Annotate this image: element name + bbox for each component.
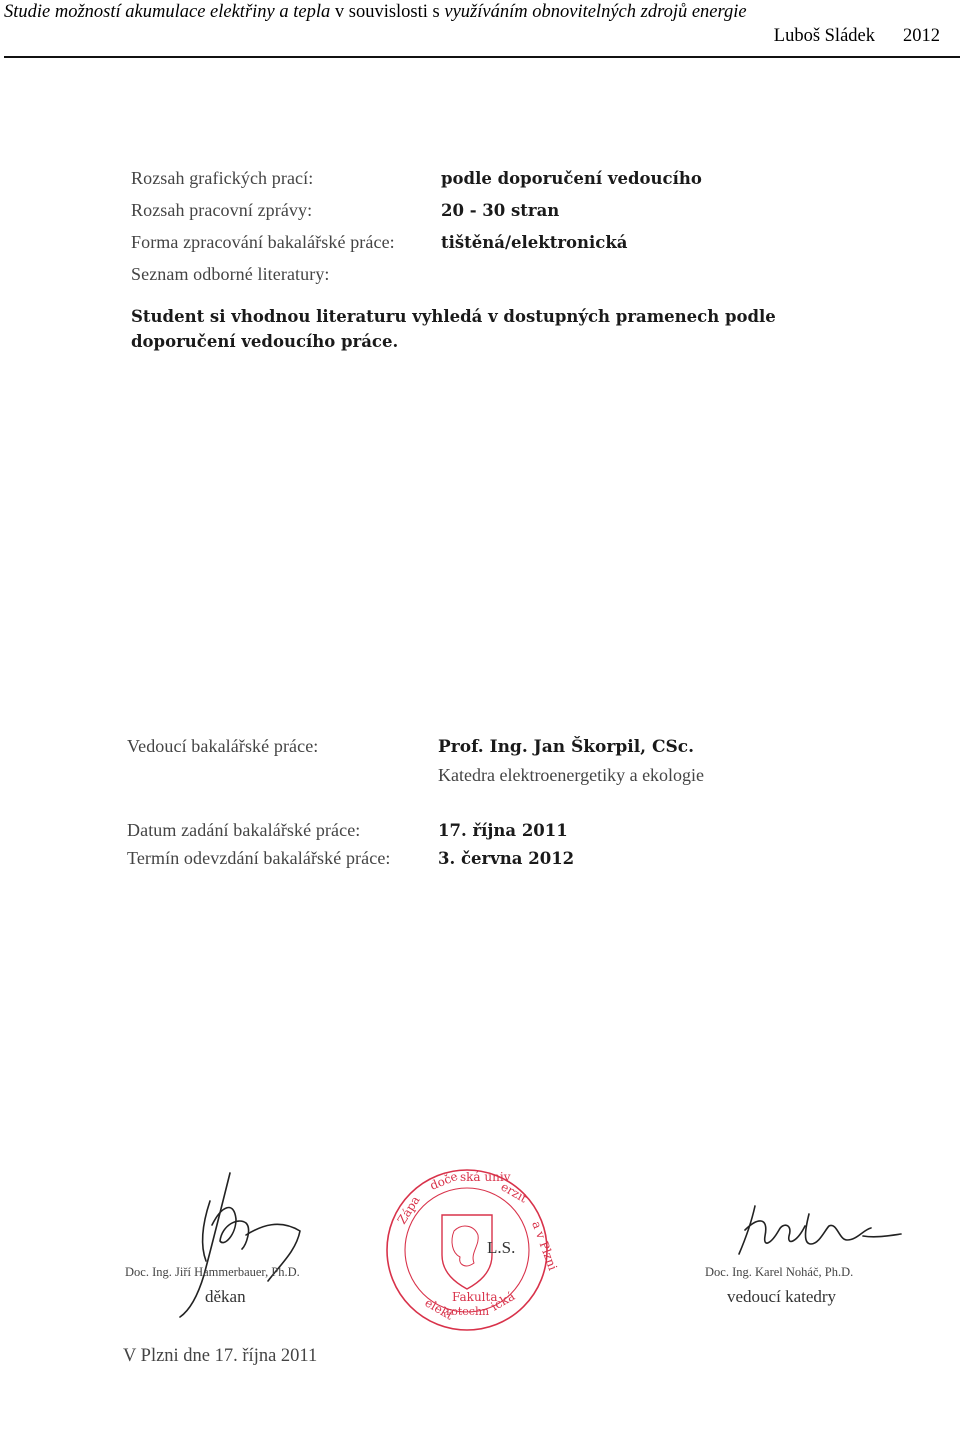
report-scope-label: Rozsah pracovní zprávy:	[131, 200, 313, 220]
running-header-title: Studie možností akumulace elektřiny a tepla v souvislosti s využíváním obnovitelných zdrojů energie	[4, 2, 747, 22]
supervisor-label: Vedoucí bakalářské práce:	[127, 736, 319, 756]
graphics-scope-value: podle doporučení vedoucího	[441, 169, 702, 188]
assigned-date-label: Datum zadání bakalářské práce:	[127, 820, 361, 840]
head-name: Doc. Ing. Karel Noháč, Ph.D.	[705, 1265, 854, 1279]
supervisor-name: Prof. Ing. Jan Škorpil, CSc.	[438, 737, 695, 757]
form-value: tištěná/elektronická	[441, 233, 628, 252]
dean-name: Doc. Ing. Jiří Hammerbauer, Ph.D.	[125, 1265, 300, 1279]
head-signature-icon	[725, 1200, 905, 1270]
university-seal-icon	[382, 1165, 560, 1335]
assigned-date-value: 17. října 2011	[438, 821, 568, 840]
svg-text:ská univ: ská univ	[460, 1170, 511, 1184]
svg-text:Zápa: Zápa	[394, 1193, 423, 1227]
svg-text:ická: ická	[488, 1288, 518, 1314]
due-date-label: Termín odevzdání bakalářské práce:	[127, 848, 391, 868]
author-name: Luboš Sládek	[773, 26, 875, 46]
running-header-author	[774, 26, 940, 47]
due-date-value: 3. června 2012	[438, 849, 575, 868]
svg-text:doče: doče	[427, 1169, 460, 1193]
svg-text:Fakulta: Fakulta	[452, 1290, 498, 1304]
header-year: 2012	[903, 26, 940, 46]
form-label: Forma zpracování bakalářské práce:	[131, 232, 395, 252]
header-rule	[4, 56, 960, 58]
svg-text:elekt: elekt	[422, 1295, 456, 1323]
supervisor-department: Katedra elektroenergetiky a ekologie	[438, 765, 705, 785]
svg-text:erzit: erzit	[498, 1179, 530, 1206]
place-and-date: V Plzni dne 17. října 2011	[123, 1346, 318, 1366]
literature-text: Student si vhodnou literaturu vyhledá v dostupných pramenech podle doporučení vedoucího práce.	[131, 307, 776, 351]
graphics-scope-label: Rozsah grafických prací:	[131, 168, 314, 188]
svg-text:a v Plzni: a v Plzni	[529, 1219, 560, 1273]
seal-mark-ls: L.S.	[487, 1238, 516, 1257]
report-scope-value: 20 - 30 stran	[441, 201, 560, 220]
literature-label: Seznam odborné literatury:	[131, 264, 330, 284]
dean-role: děkan	[205, 1287, 246, 1306]
head-role: vedoucí katedry	[727, 1287, 837, 1306]
svg-text:rotechn: rotechn	[446, 1305, 490, 1318]
